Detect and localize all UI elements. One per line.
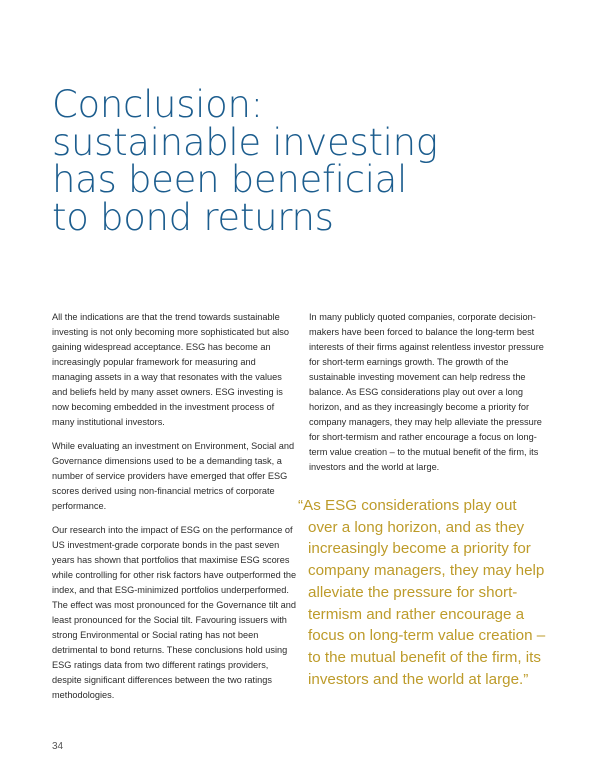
pull-quote-line: company managers, they may help [308,562,545,580]
pull-quote-line: focus on long-term value creation – [308,627,546,645]
pull-quote-line: alleviate the pressure for short- [308,583,518,601]
page-title-line: to bond returns [52,195,334,239]
page-number: 34 [52,741,64,752]
pull-quote-line: “As ESG considerations play out [298,497,517,514]
page-title-line: has been beneficial [52,158,408,201]
body-paragraph: In many publicly quoted companies, corporate decision-makers have been forced to balance the long-term best interests of their firms against relentless investor pressure for short-term earnings growth. The growth of the sustainable investing movement can help redress the balance. As ESG considerations play out over a long horizon, and as they increasingly become a priority for company managers, they may help alleviate the pressure for short-termism and rather encourage a focus on long-term value creation – to the mutual benefit of the firm, its investors and the world at large. [309,312,544,472]
body-paragraph: Our research into the impact of ESG on the performance of US investment-grade corporate bonds in the past seven years has shown that portfolios that maximise ESG scores while controlling for other risk factors have outperformed the index, and that ESG-minimized portfolios underperformed. The effect was most pronounced for the Governance tilt and least pronounced for the Social tilt. Favouring issuers with strong Environmental or Social rating has not been detrimental to bond returns. These conclusions hold using ESG ratings data from two different ratings providers, despite significant differences between the two ratings methodologies. [52,525,297,700]
pull-quote-line: increasingly become a priority for [308,540,531,558]
page-title [52,83,512,239]
page-title-line: sustainable investing [52,120,438,164]
pull-quote-line: termism and rather encourage a [308,605,525,623]
pull-quote-line: investors and the world at large.” [308,670,529,688]
body-paragraph: While evaluating an investment on Environment, Social and Governance dimensions used to be a demanding task, a number of service providers have emerged that offer ESG scores derived using non-financial metrics of corporate performance. [52,441,295,511]
pull-quote-line: over a long horizon, and as they [308,518,525,536]
pull-quote [298,495,568,690]
body-paragraph: All the indications are that the trend towards sustainable investing is not only becoming more sophisticated but also gaining widespread acceptance. ESG has become an increasingly popular framework for measuring and managing assets in a way that resonates with the values and beliefs held by many asset owners. ESG investing is now becoming embedded in the investment process of many institutional investors. [52,312,289,427]
left-column [52,310,297,712]
right-column [309,310,555,484]
page-title-line: Conclusion: [52,83,263,126]
pull-quote-line: to the mutual benefit of the firm, its [308,648,541,666]
